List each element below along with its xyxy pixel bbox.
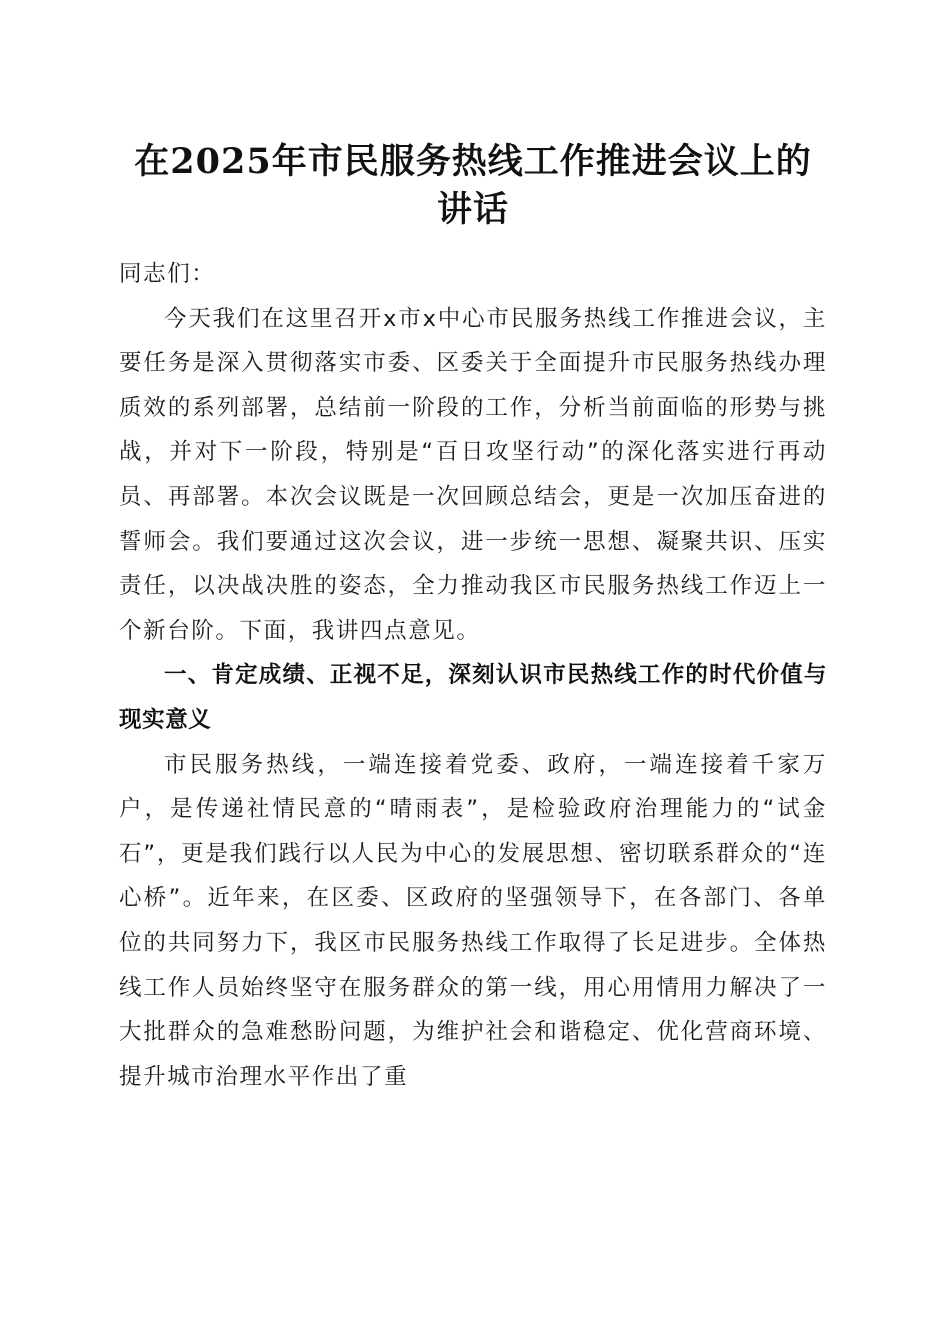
document-title: 在2025年市民服务热线工作推进会议上的讲话 [134, 141, 812, 230]
document-body [119, 252, 827, 1099]
intro-paragraph: 今天我们在这里召开x市x中心市民服务热线工作推进会议，主要任务是深入贯彻落实市委、区委关于全面提升市民服务热线办理质效的系列部署，总结前一阶段的工作，分析当前面临的形势与挑战，并对下一阶段，特别是“百日攻坚行动”的深化落实进行再动员、再部署。本次会议既是一次回顾总结会，更是一次加压奋进的誓师会。我们要通过这次会议，进一步统一思想、凝聚共识、压实责任，以决战决胜的姿态，全力推动我区市民服务热线工作迈上一个新台阶。下面，我讲四点意见。 [119, 305, 827, 644]
section-1-paragraph: 市民服务热线，一端连接着党委、政府，一端连接着千家万户，是传递社情民意的“晴雨表”，是检验政府治理能力的“试金石”，更是我们践行以人民为中心的发展思想、密切联系群众的“连心桥”。近年来，在区委、区政府的坚强领导下，在各部门、各单位的共同努力下，我区市民服务热线工作取得了长足进步。全体热线工作人员始终坚守在服务群众的第一线，用心用情用力解决了一大批群众的急难愁盼问题，为维护社会和谐稳定、优化营商环境、提升城市治理水平作出了重 [119, 751, 827, 1090]
section-1-heading: 一、肯定成绩、正视不足，深刻认识市民热线工作的时代价值与现实意义 [119, 662, 827, 733]
salutation: 同志们： [119, 261, 216, 287]
